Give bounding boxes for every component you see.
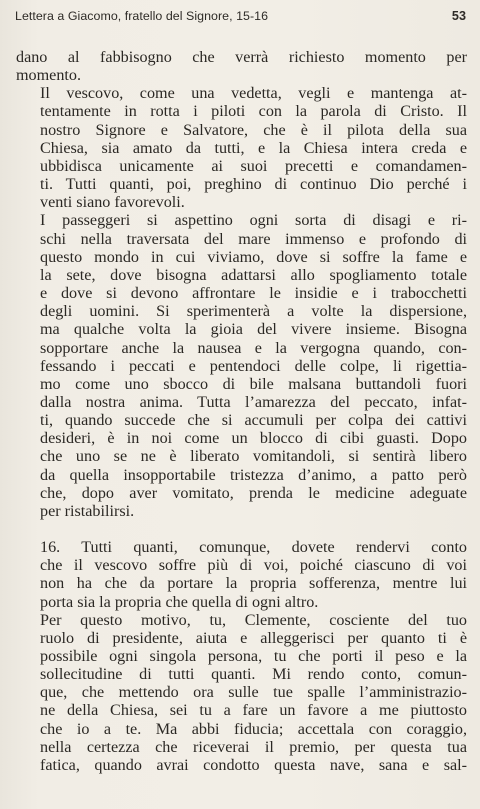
text-line: ti. Tutti quanti, poi, preghino di continuo Dio perché i <box>40 176 467 194</box>
text-line: questo mondo in cui viviamo, dove si soffre la fame e <box>40 248 467 266</box>
paragraph <box>16 212 467 521</box>
text-line: ne della Chiesa, sei tu a fare un favore a me piuttosto <box>40 702 467 720</box>
page-number: 53 <box>451 9 466 23</box>
text-line: nella certezza che riceverai il premio, per questa tua <box>40 738 467 756</box>
text-line: da quella insopportabile tristezza d’animo, a patto però <box>40 466 467 484</box>
text-line: che uno se ne è liberato vomitandoli, si sentirà libero <box>40 448 467 466</box>
text-line: non ha che da portare la propria sofferenza, mentre lui <box>40 575 467 593</box>
paragraph <box>16 49 467 85</box>
text-line: che io a te. Ma abbi fiducia; accettala con coraggio, <box>40 720 467 738</box>
text-line: ti, quando succede che si accumuli per colpa dei cattivi <box>40 412 467 430</box>
text-line: Il vescovo, come una vedetta, vegli e mantenga at- <box>40 85 467 103</box>
text-line: possibile ogni singola persona, tu che porti il peso e la <box>40 648 467 665</box>
text-line: porta sia la propria che quella di ogni altro. <box>40 593 319 611</box>
running-head-title: Lettera a Giacomo, fratello del Signore, 15-16 <box>15 9 269 23</box>
text-line: fatica, quando avrai condotto questa nave, sana e sal- <box>40 756 467 774</box>
text-line: per ristabilirsi. <box>40 502 135 520</box>
text-line: Per questo motivo, tu, Clemente, cosciente del tuo <box>40 611 467 629</box>
text-line: e dove si devono affrontare le insidie e i trabocchetti <box>40 285 467 303</box>
text-line: la sete, dove bisogna adattarsi allo spogliamento totale <box>40 266 467 284</box>
text-line: dano al fabbisogno che verrà richiesto momento per <box>16 49 467 66</box>
text-line: momento. <box>16 67 82 85</box>
text-line: tentamente in rotta i piloti con la parola di Cristo. Il <box>40 103 467 121</box>
text-line: que, che mettendo ora sulle tue spalle l’amministrazio- <box>40 684 467 702</box>
text-line: Chiesa, sia amato da tutti, e la Chiesa intera creda e <box>40 139 467 157</box>
text-line: dalla nostra anima. Tutta l’amarezza del peccato, infat- <box>40 393 467 411</box>
running-head <box>15 9 466 27</box>
text-line: venti siano favorevoli. <box>40 194 185 212</box>
text-line: 16. Tutti quanti, comunque, dovete rendervi conto <box>40 539 467 557</box>
text-line: I passeggeri si aspettino ogni sorta di disagi e ri- <box>40 212 467 230</box>
text-line: sopportare anche la nausea e la vergogna quando, con- <box>40 339 467 357</box>
text-line: ubbidisca unicamente ai suoi precetti e comandamen- <box>40 157 467 175</box>
body-text <box>16 49 467 775</box>
text-line: ruolo di presidente, aiuta e alleggerisci per quanto ti è <box>40 629 467 647</box>
text-line: mo come uno sbocco di bile malsana buttandoli fuori <box>40 375 467 393</box>
text-line: nostro Signore e Salvatore, che è il pilota della sua <box>40 121 467 139</box>
text-line: fessando i peccati e pentendoci delle colpe, li rigettia- <box>40 357 467 375</box>
paragraph <box>16 539 467 612</box>
text-line: schi nella traversata del mare immenso e profondo di <box>40 230 467 248</box>
text-line: sollecitudine di tutti quanti. Mi rendo conto, comun- <box>40 666 467 684</box>
text-line: che, dopo aver vomitato, prenda le medicine adeguate <box>40 484 467 502</box>
text-line: che il vescovo soffre più di voi, poiché ciascuno di voi <box>40 557 467 575</box>
text-line: desideri, è in noi come un blocco di cibi guasti. Dopo <box>40 430 467 448</box>
text-line: degli uomini. Si sperimenterà a volte la dispersione, <box>40 303 467 321</box>
text-line: ma qualche volta la gioia del vivere insieme. Bisogna <box>40 321 467 339</box>
paragraph <box>16 85 467 212</box>
paragraph <box>16 612 467 775</box>
